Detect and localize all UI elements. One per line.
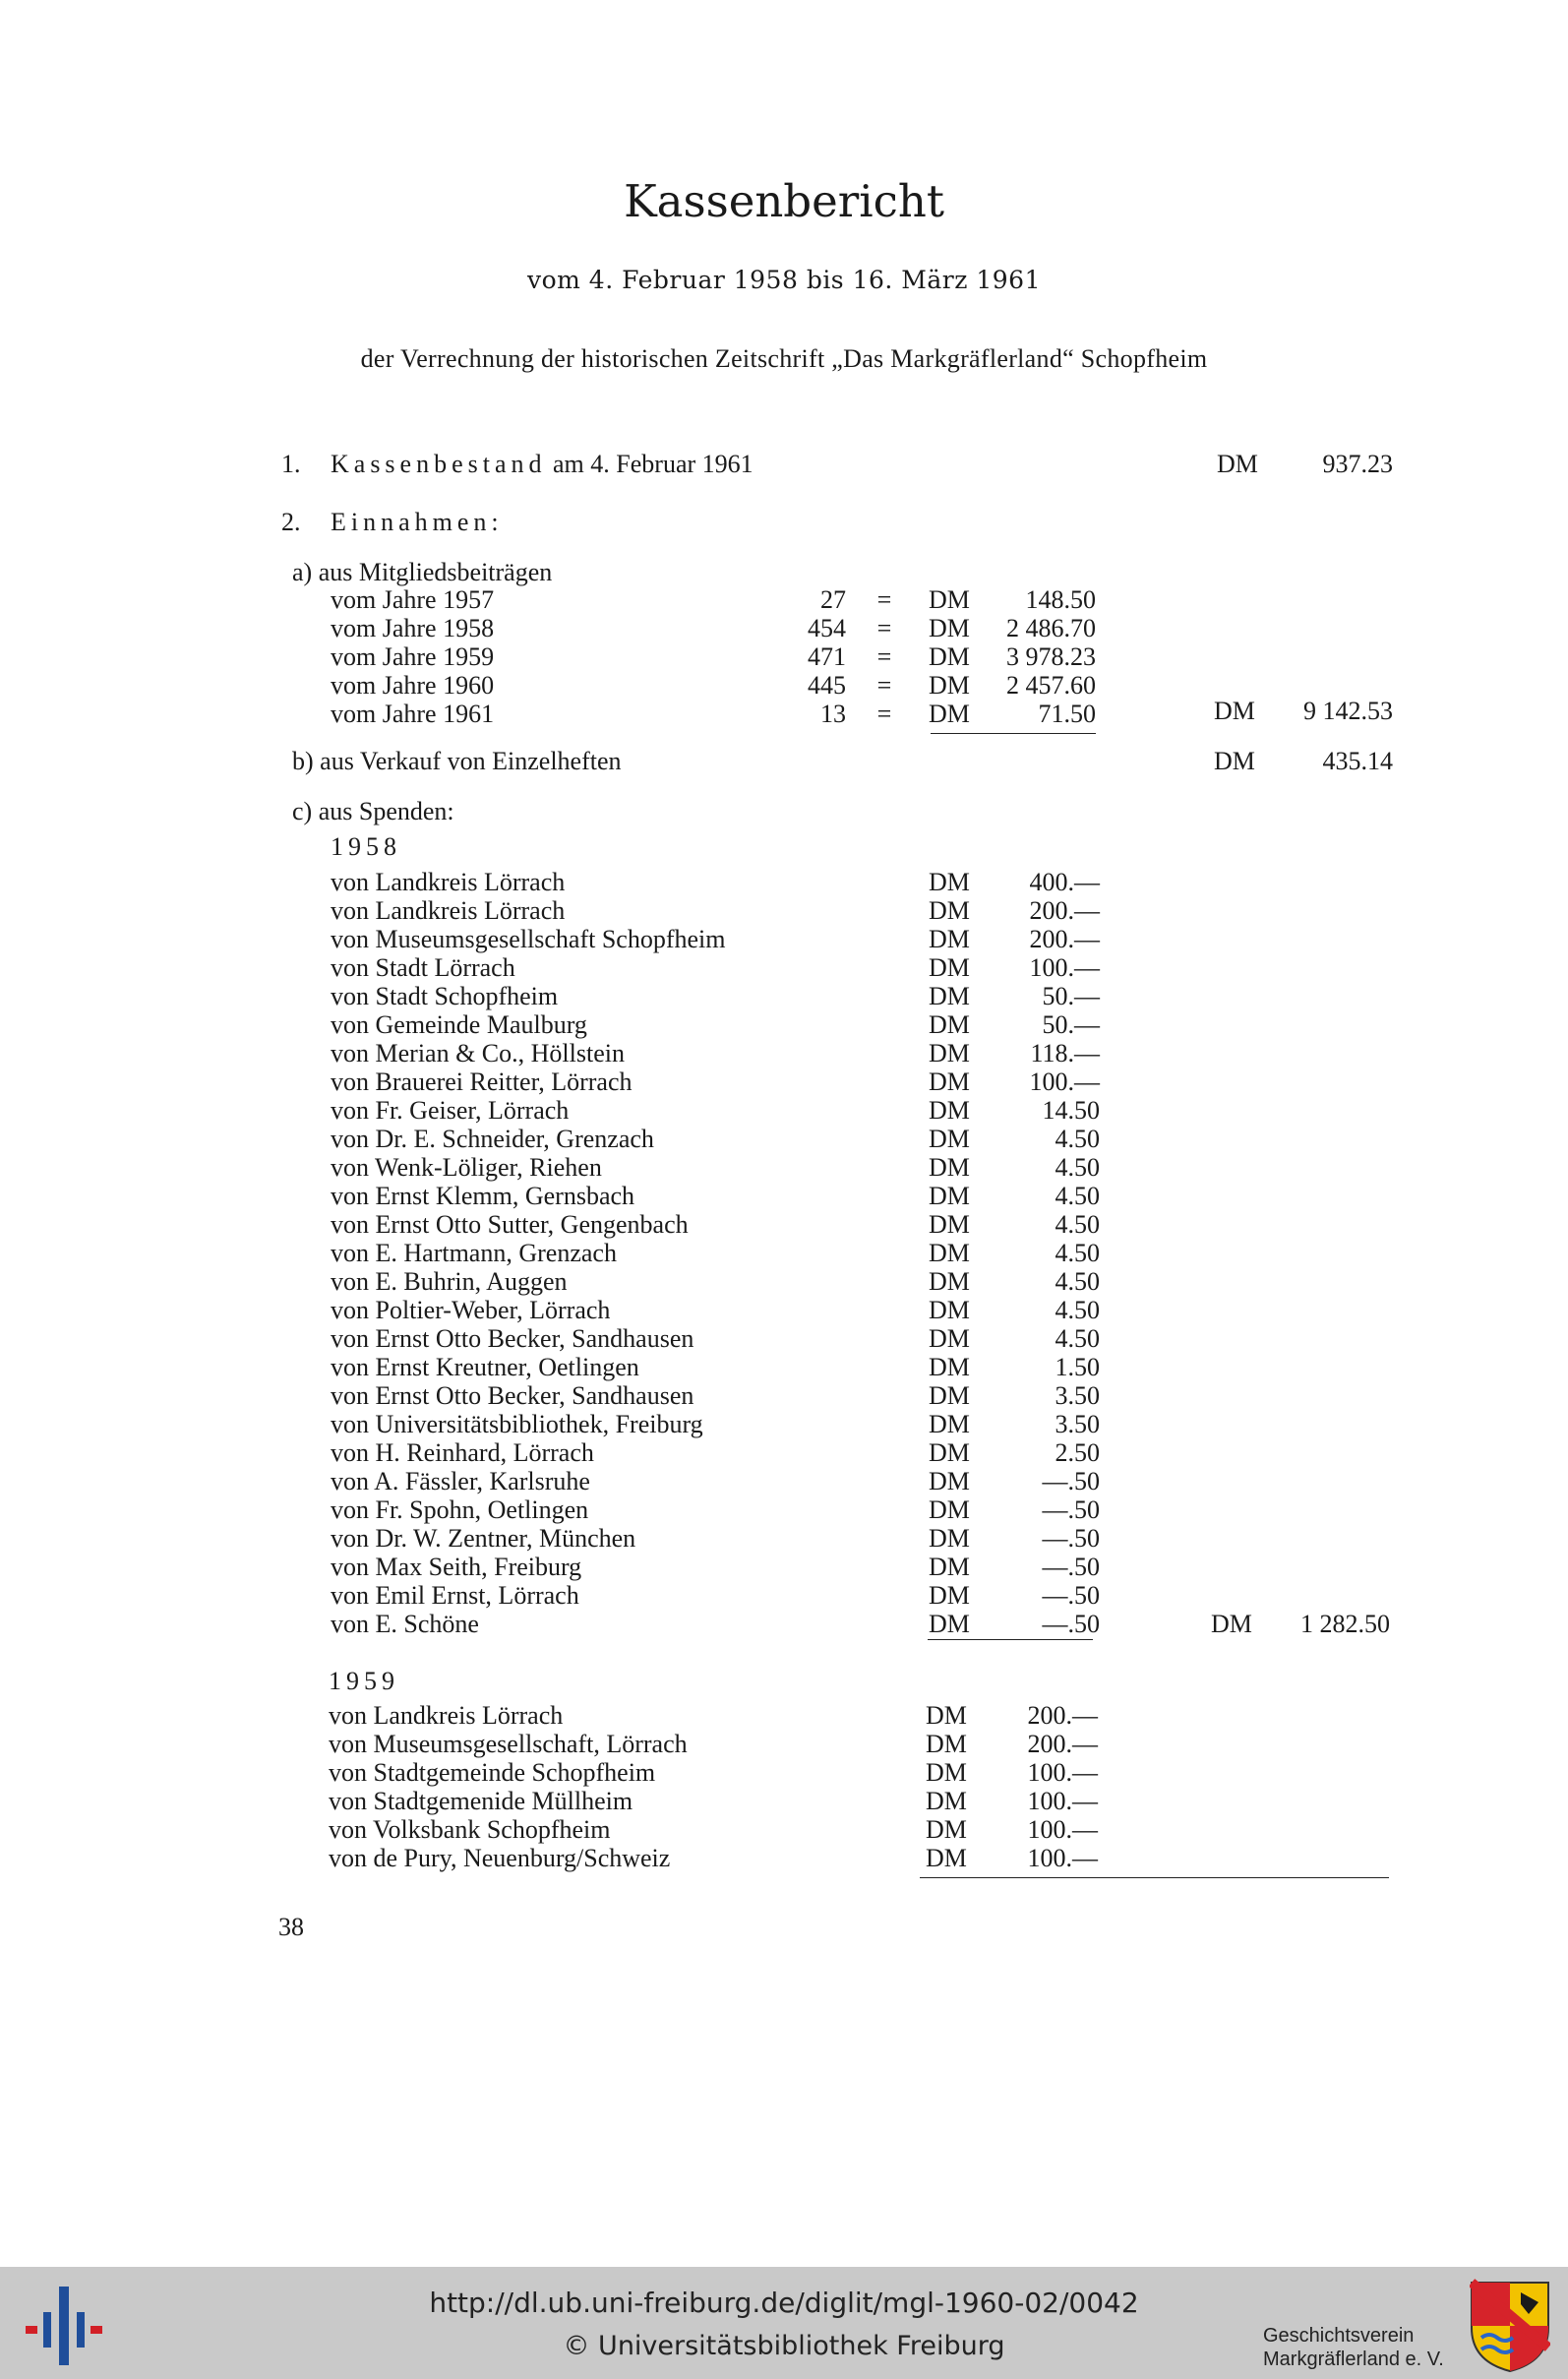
donation-row	[331, 1010, 1100, 1039]
membership-amount: 148.50	[1025, 585, 1096, 614]
section-a-rule	[931, 733, 1096, 734]
section-a-total	[1214, 697, 1393, 725]
donor-label: von Ernst Otto Becker, Sandhausen	[331, 1324, 694, 1353]
membership-count: 471	[808, 642, 846, 671]
donor-label: von Ernst Otto Sutter, Gengenbach	[331, 1210, 689, 1239]
membership-amount: 71.50	[1038, 700, 1096, 728]
donation-row	[331, 1353, 1100, 1381]
membership-equals: =	[876, 642, 892, 671]
donation-row	[331, 1438, 1100, 1467]
footer-copyright: © Universitätsbibliothek Freiburg	[563, 2331, 1005, 2361]
year-1959-heading: 1959	[329, 1667, 399, 1695]
membership-equals: =	[876, 671, 892, 700]
membership-count: 445	[808, 671, 846, 700]
donation-row	[331, 1096, 1100, 1125]
donor-label: von Fr. Spohn, Oetlingen	[331, 1495, 589, 1524]
section-c-heading: c) aus Spenden:	[292, 797, 454, 825]
donation-amount: —.50	[1042, 1467, 1100, 1495]
donation-row	[331, 1467, 1100, 1495]
donor-label: von Landkreis Lörrach	[331, 896, 566, 925]
donation-amount: 4.50	[1055, 1267, 1100, 1296]
donor-label: von Volksbank Schopfheim	[329, 1815, 611, 1844]
membership-row	[331, 585, 1108, 614]
section-a-total-dm: DM	[1214, 697, 1255, 725]
section-1-row	[281, 450, 1393, 478]
section-a-total-amount: 9 142.53	[1303, 697, 1393, 725]
membership-row	[331, 642, 1108, 671]
donation-amount: —.50	[1042, 1495, 1100, 1524]
donation-amount: 118.—	[1030, 1039, 1100, 1068]
section-a-heading: a) aus Mitgliedsbeiträgen	[292, 558, 553, 586]
page-number: 38	[278, 1913, 304, 1941]
donation-row	[331, 1068, 1100, 1096]
page-title: Kassenbericht	[624, 175, 944, 227]
donor-label: von E. Buhrin, Auggen	[331, 1267, 568, 1296]
section-2-row	[281, 508, 773, 536]
membership-dm: DM	[929, 614, 970, 642]
donation-dm: DM	[929, 1410, 970, 1438]
donation-row	[331, 953, 1100, 982]
donation-amount: 4.50	[1055, 1324, 1100, 1353]
donation-row	[329, 1815, 1098, 1844]
donation-amount: 4.50	[1055, 1239, 1100, 1267]
donation-row	[331, 1553, 1100, 1581]
donation-dm: DM	[929, 1296, 970, 1324]
donor-label: von E. Hartmann, Grenzach	[331, 1239, 617, 1267]
org-line-2: Markgräflerland e. V.	[1263, 2348, 1444, 2370]
section-b-label: b) aus Verkauf von Einzelheften	[292, 747, 622, 775]
year-1958-heading: 1958	[331, 832, 401, 861]
coat-of-arms-icon	[1470, 2279, 1550, 2373]
donations-1959-rule	[920, 1877, 1389, 1878]
donor-label: von Stadt Lörrach	[331, 953, 515, 982]
donation-row	[331, 896, 1100, 925]
donation-dm: DM	[929, 1039, 970, 1068]
donor-label: von Merian & Co., Höllstein	[331, 1039, 625, 1068]
donation-amount: 2.50	[1055, 1438, 1100, 1467]
donor-label: von E. Schöne	[331, 1610, 479, 1638]
section-1-dm: DM	[1217, 450, 1258, 478]
membership-dm: DM	[929, 671, 970, 700]
donation-row	[331, 982, 1100, 1010]
donation-row	[329, 1844, 1098, 1872]
donor-label: von Museumsgesellschaft, Lörrach	[329, 1730, 688, 1758]
membership-amount: 2 457.60	[1006, 671, 1096, 700]
donation-dm: DM	[929, 1610, 970, 1638]
donor-label: von Poltier-Weber, Lörrach	[331, 1296, 611, 1324]
section-b-row	[292, 747, 1393, 775]
donation-amount: 100.—	[1029, 1068, 1100, 1096]
donation-row	[329, 1701, 1098, 1730]
membership-count: 27	[820, 585, 846, 614]
donation-amount: 50.—	[1042, 1010, 1100, 1039]
section-1-amount: 937.23	[1322, 450, 1393, 478]
membership-year-label: vom Jahre 1957	[331, 585, 495, 614]
donation-dm: DM	[929, 1267, 970, 1296]
donation-dm: DM	[929, 1153, 970, 1182]
donor-label: von Gemeinde Maulburg	[331, 1010, 587, 1039]
donations-1958-rule	[928, 1639, 1093, 1640]
donor-label: von Dr. W. Zentner, München	[331, 1524, 636, 1553]
org-line-1: Geschichtsverein	[1263, 2325, 1415, 2347]
donation-row	[331, 1381, 1100, 1410]
donation-dm: DM	[926, 1701, 967, 1730]
donation-dm: DM	[929, 982, 970, 1010]
donation-row	[331, 1210, 1100, 1239]
donation-dm: DM	[929, 1210, 970, 1239]
donor-label: von H. Reinhard, Lörrach	[331, 1438, 594, 1467]
membership-year-label: vom Jahre 1961	[331, 700, 495, 728]
donation-row	[329, 1758, 1098, 1787]
donation-dm: DM	[929, 1553, 970, 1581]
donation-row	[331, 925, 1100, 953]
donation-amount: 50.—	[1042, 982, 1100, 1010]
membership-equals: =	[876, 700, 892, 728]
donor-label: von Landkreis Lörrach	[329, 1701, 564, 1730]
donation-row	[331, 1267, 1100, 1296]
donation-row	[329, 1730, 1098, 1758]
donor-label: von Stadt Schopfheim	[331, 982, 559, 1010]
donation-dm: DM	[929, 1010, 970, 1039]
donation-row	[331, 1610, 1100, 1638]
section-b-dm: DM	[1214, 747, 1255, 775]
donation-amount: 4.50	[1055, 1210, 1100, 1239]
membership-year-label: vom Jahre 1958	[331, 614, 495, 642]
donation-dm: DM	[926, 1787, 967, 1815]
donation-amount: 4.50	[1055, 1125, 1100, 1153]
section-2-number: 2.	[281, 508, 301, 536]
donor-label: von Ernst Klemm, Gernsbach	[331, 1182, 635, 1210]
membership-row	[331, 700, 1108, 728]
donations-1958-total	[1211, 1610, 1390, 1638]
donations-1958-total-amount: 1 282.50	[1300, 1610, 1390, 1638]
membership-count: 13	[820, 700, 846, 728]
donation-amount: —.50	[1042, 1524, 1100, 1553]
section-2-label: Einnahmen:	[331, 508, 504, 536]
donation-amount: 100.—	[1029, 953, 1100, 982]
donation-dm: DM	[929, 1438, 970, 1467]
donation-amount: 200.—	[1029, 925, 1100, 953]
donor-label: von Stadtgemenide Müllheim	[329, 1787, 633, 1815]
donation-dm: DM	[929, 1125, 970, 1153]
donation-row	[331, 1581, 1100, 1610]
membership-equals: =	[876, 585, 892, 614]
donor-label: von Museumsgesellschaft Schopfheim	[331, 925, 726, 953]
donation-dm: DM	[929, 1524, 970, 1553]
donation-dm: DM	[929, 896, 970, 925]
donation-dm: DM	[926, 1730, 967, 1758]
donation-row	[331, 868, 1100, 896]
donor-label: von Stadtgemeinde Schopfheim	[329, 1758, 656, 1787]
donation-amount: 100.—	[1027, 1787, 1098, 1815]
donor-label: von Max Seith, Freiburg	[331, 1553, 582, 1581]
footer-organization	[1263, 2324, 1444, 2371]
donation-row	[331, 1495, 1100, 1524]
donation-row	[331, 1039, 1100, 1068]
donation-amount: 4.50	[1055, 1296, 1100, 1324]
donation-amount: 14.50	[1042, 1096, 1100, 1125]
donor-label: von Brauerei Reitter, Lörrach	[331, 1068, 633, 1096]
donation-amount: 100.—	[1027, 1844, 1098, 1872]
donation-dm: DM	[926, 1844, 967, 1872]
donation-row	[331, 1239, 1100, 1267]
donation-amount: 200.—	[1027, 1730, 1098, 1758]
footer-url[interactable]: http://dl.ub.uni-freiburg.de/diglit/mgl-1960-02/0042	[429, 2287, 1139, 2319]
membership-dm: DM	[929, 585, 970, 614]
donation-dm: DM	[929, 1239, 970, 1267]
membership-amount: 2 486.70	[1006, 614, 1096, 642]
donation-dm: DM	[929, 953, 970, 982]
page-description: der Verrechnung der historischen Zeitschrift „Das Markgräflerland“ Schopfheim	[360, 344, 1208, 373]
section-1-label-spaced: Kassenbestand	[331, 450, 547, 478]
membership-count: 454	[808, 614, 846, 642]
donation-amount: 100.—	[1027, 1815, 1098, 1844]
donor-label: von Fr. Geiser, Lörrach	[331, 1096, 570, 1125]
donor-label: von Wenk-Löliger, Riehen	[331, 1153, 602, 1182]
donation-row	[329, 1787, 1098, 1815]
donation-row	[331, 1324, 1100, 1353]
membership-dm: DM	[929, 700, 970, 728]
donation-amount: 4.50	[1055, 1182, 1100, 1210]
donation-amount: 4.50	[1055, 1153, 1100, 1182]
donation-dm: DM	[926, 1758, 967, 1787]
donation-amount: 200.—	[1029, 896, 1100, 925]
membership-row	[331, 614, 1108, 642]
donation-dm: DM	[926, 1815, 967, 1844]
donation-amount: —.50	[1042, 1610, 1100, 1638]
donation-amount: 1.50	[1055, 1353, 1100, 1381]
footer-bar	[0, 2267, 1568, 2379]
donor-label: von Landkreis Lörrach	[331, 868, 566, 896]
donation-row	[331, 1524, 1100, 1553]
donation-row	[331, 1182, 1100, 1210]
donation-dm: DM	[929, 1068, 970, 1096]
donation-amount: 3.50	[1055, 1381, 1100, 1410]
donation-row	[331, 1296, 1100, 1324]
membership-year-label: vom Jahre 1959	[331, 642, 495, 671]
membership-row	[331, 671, 1108, 700]
donation-amount: —.50	[1042, 1553, 1100, 1581]
membership-dm: DM	[929, 642, 970, 671]
donor-label: von Universitätsbibliothek, Freiburg	[331, 1410, 703, 1438]
donation-row	[331, 1125, 1100, 1153]
section-b-amount: 435.14	[1322, 747, 1393, 775]
donation-dm: DM	[929, 868, 970, 896]
donation-row	[331, 1410, 1100, 1438]
donation-dm: DM	[929, 1182, 970, 1210]
donation-dm: DM	[929, 1495, 970, 1524]
donation-amount: 3.50	[1055, 1410, 1100, 1438]
donation-amount: 100.—	[1027, 1758, 1098, 1787]
donation-dm: DM	[929, 1324, 970, 1353]
membership-year-label: vom Jahre 1960	[331, 671, 495, 700]
donor-label: von Ernst Otto Becker, Sandhausen	[331, 1381, 694, 1410]
donation-amount: 400.—	[1029, 868, 1100, 896]
donor-label: von de Pury, Neuenburg/Schweiz	[329, 1844, 671, 1872]
membership-equals: =	[876, 614, 892, 642]
donation-dm: DM	[929, 925, 970, 953]
donation-dm: DM	[929, 1381, 970, 1410]
donor-label: von A. Fässler, Karlsruhe	[331, 1467, 590, 1495]
donation-amount: 200.—	[1027, 1701, 1098, 1730]
section-1-label-rest: am 4. Februar 1961	[553, 450, 754, 478]
donation-row	[331, 1153, 1100, 1182]
donation-amount: —.50	[1042, 1581, 1100, 1610]
donation-dm: DM	[929, 1581, 970, 1610]
donation-dm: DM	[929, 1096, 970, 1125]
donor-label: von Ernst Kreutner, Oetlingen	[331, 1353, 639, 1381]
donation-dm: DM	[929, 1353, 970, 1381]
donor-label: von Emil Ernst, Lörrach	[331, 1581, 579, 1610]
section-1-number: 1.	[281, 450, 301, 478]
membership-amount: 3 978.23	[1006, 642, 1096, 671]
page-subtitle: vom 4. Februar 1958 bis 16. März 1961	[526, 266, 1041, 294]
donor-label: von Dr. E. Schneider, Grenzach	[331, 1125, 654, 1153]
donation-dm: DM	[929, 1467, 970, 1495]
donations-1958-total-dm: DM	[1211, 1610, 1252, 1638]
